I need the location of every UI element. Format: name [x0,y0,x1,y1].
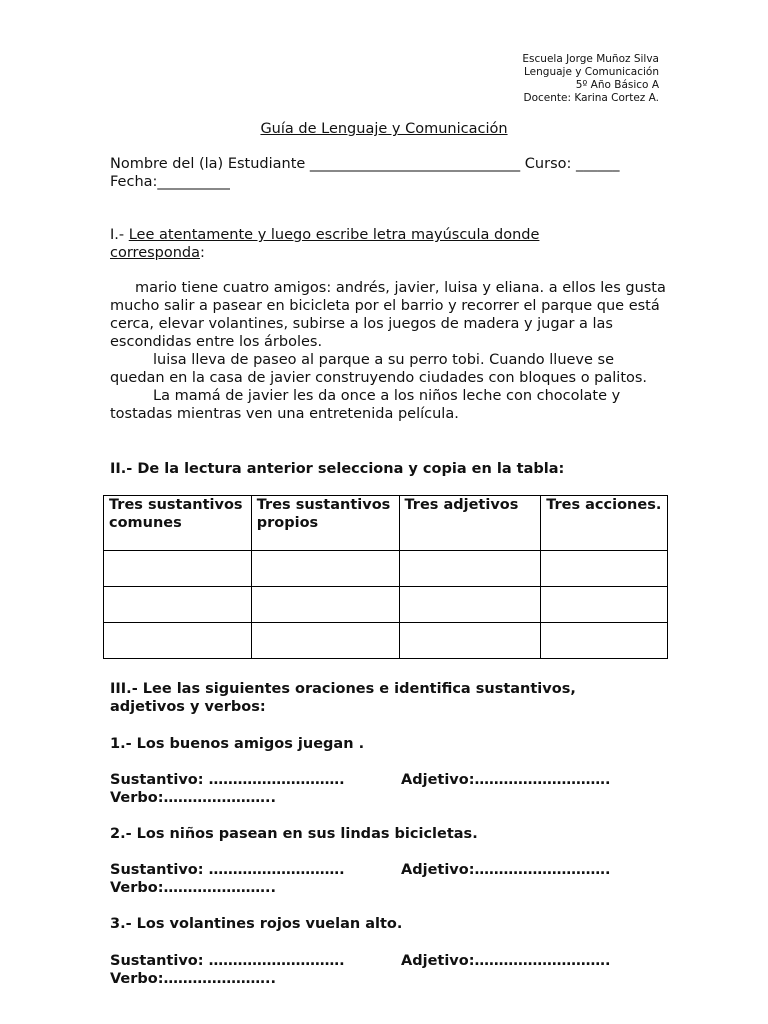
section-1-instruction-line2: corresponda [110,245,201,261]
sentence-2: 2.- Los niños pasean en sus lindas bicicletas. [110,826,478,842]
section-3-instruction-line1: III.- Lee las siguientes oraciones e identifica sustantivos, [110,681,576,697]
answer-cell[interactable] [399,587,541,623]
section-2-instruction: II.- De la lectura anterior selecciona y copia en la tabla: [110,461,565,477]
answer-cell[interactable] [541,623,668,659]
answer-cell[interactable] [251,587,399,623]
school-header [522,53,659,105]
verbo-blank-3[interactable]: Verbo:………………….. [110,971,277,987]
answer-cell[interactable] [251,551,399,587]
table-header-cell: Tres sustantivos propios [251,496,399,551]
student-name-line: Nombre del (la) Estudiante _____________________________ Curso: ______ [110,156,620,172]
section-1-number: I.- [110,227,129,243]
table-header-row [104,496,668,551]
table-row [104,587,668,623]
table-header-cell: Tres adjetivos [399,496,541,551]
adjetivo-blank-2[interactable]: Adjetivo:………………………. [401,862,611,878]
sustantivo-blank-1[interactable]: Sustantivo: ………………………. [110,772,345,788]
reading-paragraph-2: luisa lleva de paseo al parque a su perro tobi. Cuando llueve se quedan en la casa de javier construyendo ciudades con bloques o palitos. [110,352,648,386]
reading-paragraph-3: La mamá de javier les da once a los niños leche con chocolate y tostadas mientras ven una entretenida película. [110,388,621,422]
verbo-blank-2[interactable]: Verbo:………………….. [110,880,277,896]
answer-cell[interactable] [541,551,668,587]
section-1-instruction-line1: Lee atentamente y luego escribe letra mayúscula donde [128,227,540,243]
table-row [104,623,668,659]
reading-paragraph-1: mario tiene cuatro amigos: andrés, javier, luisa y eliana. a ellos les gusta mucho salir a pasear en bicicleta por el barrio y recorrer el parque que está cerca, elevar volantines, subirse a los juegos de madera y jugar a las escondidas entre los árboles. [110,280,666,350]
table-header-cell: Tres sustantivos comunes [104,496,252,551]
reading-text [110,279,670,423]
sustantivo-blank-2[interactable]: Sustantivo: ………………………. [110,862,345,878]
answer-table [103,495,668,659]
answer-cell[interactable] [399,623,541,659]
student-info [110,155,620,191]
date-line: Fecha:__________ [110,174,230,190]
table-header-cell: Tres acciones. [541,496,668,551]
sustantivo-blank-3[interactable]: Sustantivo: ………………………. [110,953,345,969]
school-name: Escuela Jorge Muñoz Silva [522,53,659,65]
teacher-name: Docente: Karina Cortez A. [523,92,659,104]
answer-cell[interactable] [541,587,668,623]
table-row [104,551,668,587]
adjetivo-blank-3[interactable]: Adjetivo:………………………. [401,953,611,969]
section-3-instruction [110,680,576,716]
answer-cell[interactable] [399,551,541,587]
answer-cell[interactable] [251,623,399,659]
section-1-colon: : [200,245,205,261]
section-3-instruction-line2: adjetivos y verbos: [110,699,266,715]
verbo-blank-1[interactable]: Verbo:………………….. [110,790,277,806]
sentence-1: 1.- Los buenos amigos juegan . [110,736,365,752]
page-title: Guía de Lenguaje y Comunicación [260,121,508,137]
answer-cell[interactable] [104,551,252,587]
section-1-instruction [110,226,670,262]
answer-cell[interactable] [104,587,252,623]
subject-name: Lenguaje y Comunicación [524,66,659,78]
adjetivo-blank-1[interactable]: Adjetivo:………………………. [401,772,611,788]
answer-cell[interactable] [104,623,252,659]
sentence-3: 3.- Los volantines rojos vuelan alto. [110,916,403,932]
grade-label: 5º Año Básico A [575,79,659,91]
